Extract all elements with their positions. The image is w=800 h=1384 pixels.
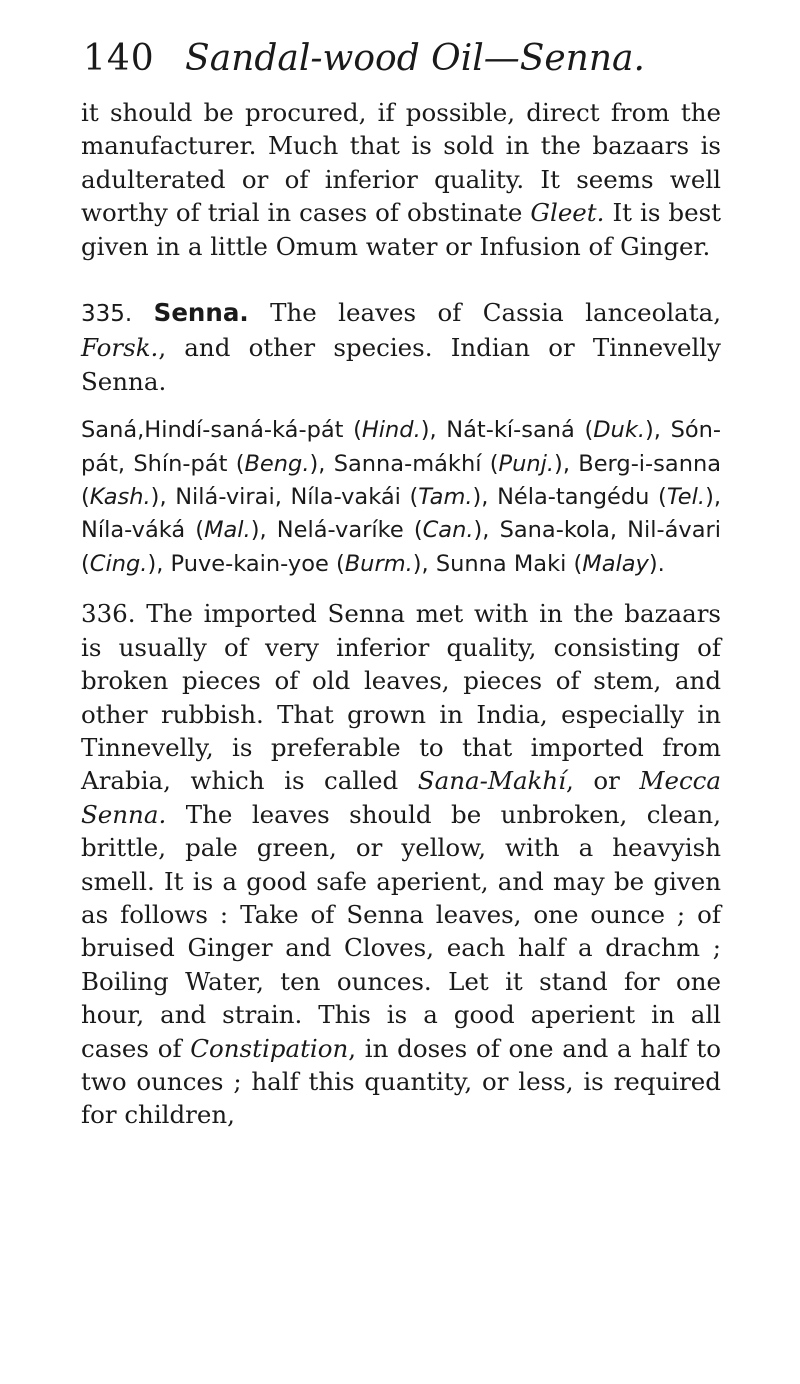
text-run: 336. The imported Senna met with in the bazaars is usually of very inferior quality, consisting of broken pieces of old leaves, pieces of stem, and other rubbish. That grown in India, especially in Tinnevelly, is preferable to that imported from Arabia, which is called bbox=[81, 599, 721, 796]
language-abbrev: Tel. bbox=[666, 484, 706, 511]
name-text: ), Sunna Maki ( bbox=[412, 550, 583, 577]
text-run: it should be procured, if possible, direct from the manufacturer. Much that is sold in the bazaars is adulterated or of inferior quality. It seems well worthy of trial in cases of obstinate bbox=[81, 98, 721, 228]
language-abbrev: Malay bbox=[582, 550, 649, 577]
emphasis-forsk: Forsk. bbox=[81, 333, 159, 363]
emphasis-mecca-senna: Mecca Senna. bbox=[81, 766, 721, 829]
name-text: ), Níla-váká ( bbox=[81, 484, 721, 544]
page-header bbox=[0, 30, 800, 90]
running-title: Sandal-wood Oil—Senna. bbox=[185, 38, 645, 79]
text-run: The leaves should be unbroken, clean, brittle, pale green, or yellow, with a heavyish smell. It is a good safe aperient, and may be given as follows : Take of Senna leaves, one ounce ; of bruised Ginger and Cloves, each half a drachm ; Boiling Water, ten ounces. Let it stand for one hour, and strain. This is a good aperient in all cases of bbox=[81, 799, 721, 1063]
paragraph-vernacular-names bbox=[81, 414, 721, 581]
name-text: ), Puve-kain-yoe ( bbox=[147, 550, 345, 577]
paragraph-senna-entry bbox=[81, 296, 721, 398]
name-text: ), Sanna-mákhí ( bbox=[309, 450, 499, 477]
paragraph-sandalwood-continued bbox=[81, 96, 721, 263]
language-abbrev: Cing. bbox=[89, 550, 148, 577]
language-abbrev: Mal. bbox=[204, 517, 251, 544]
name-text: ), Nilá-virai, Níla-vakái ( bbox=[150, 484, 419, 511]
name-text: ). bbox=[648, 550, 665, 577]
page-number: 140 bbox=[83, 38, 155, 79]
name-text: ), Nát-kí-saná ( bbox=[420, 417, 594, 444]
language-abbrev: Beng. bbox=[244, 450, 310, 477]
name-text: ), Són-pát, Shín-pát ( bbox=[81, 417, 721, 477]
name-text: ), Néla-tangédu ( bbox=[472, 484, 667, 511]
paragraph-imported-senna bbox=[81, 597, 721, 1132]
language-abbrev: Kash. bbox=[89, 484, 151, 511]
language-abbrev: Can. bbox=[422, 517, 474, 544]
text-run: It is best given in a little Omum water or Infusion of Ginger. bbox=[81, 198, 721, 261]
entry-heading: Senna. bbox=[153, 298, 249, 328]
language-abbrev: Punj. bbox=[498, 450, 555, 477]
name-text: ), Nelá-varíke ( bbox=[250, 517, 423, 544]
emphasis-sana-makhi: Sana-Makhí bbox=[417, 766, 567, 796]
language-abbrev: Tam. bbox=[418, 484, 473, 511]
language-abbrev: Hind. bbox=[361, 417, 421, 444]
text-run: The leaves of Cassia lanceolata, bbox=[248, 298, 721, 328]
language-abbrev: Duk. bbox=[593, 417, 646, 444]
text-run: , in doses of one and a half to two ounces ; half this quantity, or less, is required for children, bbox=[81, 1033, 721, 1130]
emphasis-gleet: Gleet. bbox=[530, 198, 605, 228]
text-run: , or bbox=[566, 766, 640, 796]
name-text: ), Berg-i-sanna ( bbox=[81, 450, 721, 511]
name-text: Saná,Hindí-saná-ká-pát ( bbox=[81, 417, 362, 444]
emphasis-constipation: Constipation bbox=[190, 1033, 349, 1063]
name-text: ), Sana-kola, Nil-ávari ( bbox=[81, 517, 721, 577]
body-text bbox=[81, 96, 721, 1132]
text-run: , and other species. Indian or Tinnevelly Senna. bbox=[81, 333, 721, 396]
language-abbrev: Burm. bbox=[344, 550, 413, 577]
entry-number: 335. bbox=[81, 301, 133, 328]
